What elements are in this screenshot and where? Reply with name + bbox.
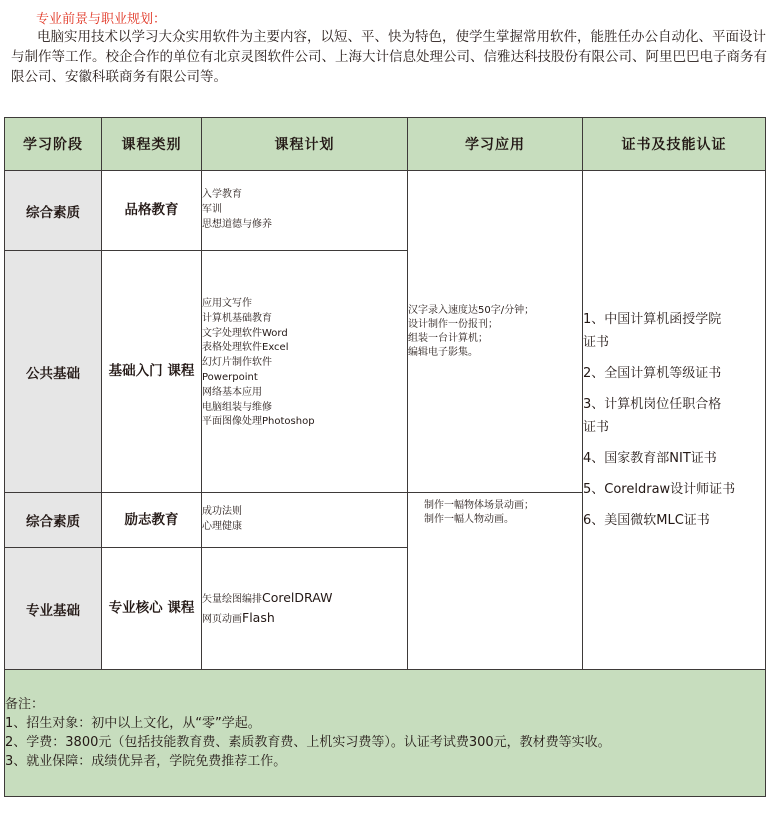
application-item: 汉字录入速度达50字/分钟； (408, 304, 535, 316)
plan-item: 网络基本应用 (202, 386, 262, 398)
plan-item: 军训 (202, 204, 222, 216)
curriculum-table (4, 117, 766, 797)
stage-cell: 专业基础 (5, 548, 102, 670)
application-item: 编辑电子影集。 (408, 346, 478, 358)
application-item: 组装一台计算机； (408, 332, 488, 344)
plan-item: 入学教育 (202, 189, 242, 201)
certificate-item: 2、全国计算机等级证书 (583, 366, 722, 381)
category-cell: 励志教育 (102, 493, 202, 548)
plan-item: 表格处理软件Excel (202, 342, 289, 354)
notes-title: 备注： (5, 697, 45, 712)
plan-item: 平面图像处理Photoshop (202, 416, 315, 428)
stage-cell: 综合素质 (5, 171, 102, 251)
header-certificate: 证书及技能认证 (583, 118, 766, 171)
certificate-item: 4、国家教育部NIT证书 (583, 451, 717, 466)
table-row (5, 171, 766, 251)
certificate-item: 5、Coreldraw设计师证书 (583, 482, 736, 497)
plan-item: 思想道德与修养 (202, 218, 272, 230)
notes-item: 2、学费：3800元（包括技能教育费、素质教育费、上机实习费等）。认证考试费300元，教材费等实收。 (5, 735, 611, 750)
plan-item: 应用文写作 (202, 298, 252, 309)
certificate-item: 6、美国微软MLC证书 (583, 513, 710, 528)
category-cell: 专业核心 课程 (102, 548, 202, 670)
plan-item: 计算机基础教育 (202, 312, 272, 324)
application-item: 制作一幅物体场景动画； (424, 500, 534, 511)
plan-item: 幻灯片制作软件 (202, 357, 272, 369)
plan-item: 成功法则 (202, 506, 242, 518)
application-item: 制作一幅人物动画。 (424, 514, 514, 525)
stage-cell: 公共基础 (5, 251, 102, 493)
plan-item: 矢量绘图编排CorelDRAW (202, 589, 333, 605)
header-application: 学习应用 (408, 118, 583, 171)
table-header-row (5, 118, 766, 171)
plan-item: 心理健康 (202, 521, 242, 532)
notes-cell (5, 670, 766, 797)
notes-item: 3、就业保障：成绩优异者，学院免费推荐工作。 (5, 754, 287, 769)
plan-item: 文字处理软件Word (202, 327, 288, 339)
plan-cell (202, 548, 408, 670)
application-cell (408, 171, 583, 493)
intro-paragraph: 电脑实用技术以学习大众实用软件为主要内容，以短、平、快为特色，使学生掌握常用软件，能胜任办公自动化、平面设计与制作等工作。校企合作的单位有北京灵图软件公司、上海大计信息处理公司、信雅达科技股份有限公司、阿里巴巴电子商务有限公司、安徽科联商务有限公司等。 (11, 29, 767, 85)
plan-cell (202, 493, 408, 548)
certificate-item: 1、中国计算机函授学院 证书 (583, 312, 722, 350)
application-cell (408, 493, 583, 670)
category-cell: 品格教育 (102, 171, 202, 251)
stage-cell: 综合素质 (5, 493, 102, 548)
notes-item: 1、招生对象：初中以上文化，从“零”学起。 (5, 716, 261, 731)
plan-item: 电脑组装与维修 (202, 401, 272, 413)
plan-cell (202, 171, 408, 251)
header-category: 课程类别 (102, 118, 202, 171)
plan-item: Powerpoint (202, 371, 258, 383)
intro-heading: 专业前景与职业规划： (36, 12, 167, 27)
certificate-cell (583, 171, 766, 670)
application-item: 设计制作一份报刊； (408, 318, 498, 330)
certificate-item: 3、计算机岗位任职合格 证书 (583, 397, 722, 435)
header-stage: 学习阶段 (5, 118, 102, 171)
plan-cell (202, 251, 408, 493)
notes-row (5, 670, 766, 797)
category-cell: 基础入门 课程 (102, 251, 202, 493)
plan-item: 网页动画Flash (202, 609, 275, 625)
header-plan: 课程计划 (202, 118, 408, 171)
